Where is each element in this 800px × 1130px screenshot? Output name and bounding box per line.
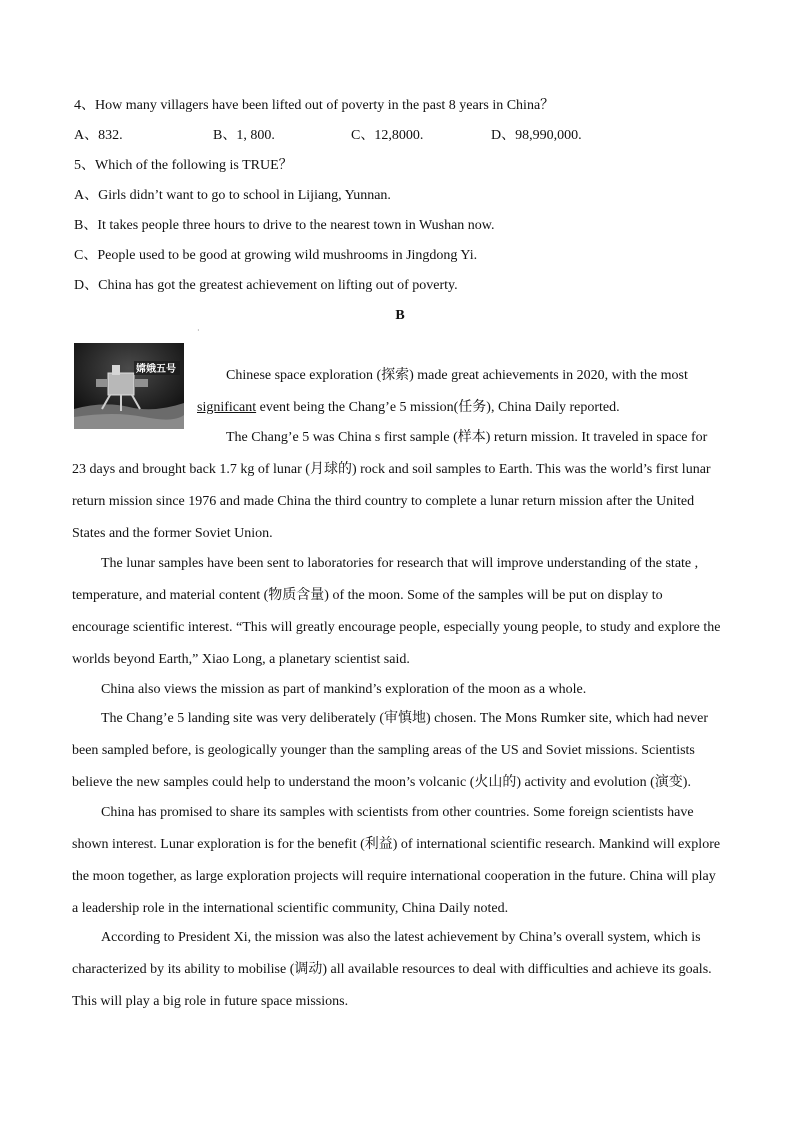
passage-line: The lunar samples have been sent to laboratories for research that will improve understanding of the state , <box>101 556 699 571</box>
passage-line: The Chang’e 5 landing site was very deliberately (审慎地) chosen. The Mons Rumker site, which had never <box>101 711 709 726</box>
question-4-options <box>74 127 714 145</box>
passage-line: The Chang’e 5 was China s first sample (样本) return mission. It traveled in space for <box>226 430 708 445</box>
option-b: B、1, 800. <box>213 128 275 143</box>
passage-line: shown interest. Lunar exploration is for the benefit (利益) of international scientific research. Mankind will explore <box>72 837 721 852</box>
passage-line <box>197 399 620 417</box>
passage-line: 23 days and brought back 1.7 kg of lunar (月球的) rock and soil samples to Earth. This was the world’s first lunar <box>72 462 711 477</box>
passage-line: China has promised to share its samples with scientists from other countries. Some foreign scientists have <box>101 805 694 820</box>
passage-line: believe the new samples could help to understand the moon’s volcanic (火山的) activity and evolution (演变). <box>72 775 691 790</box>
q5-option-b: B、It takes people three hours to drive to the nearest town in Wushan now. <box>74 218 495 233</box>
question-4: 4、How many villagers have been lifted out of poverty in the past 8 years in China？ <box>74 98 555 113</box>
paragraph-mark: · <box>197 326 200 335</box>
passage-line: a leadership role in the international scientific community, China Daily noted. <box>72 901 509 916</box>
passage-line: According to President Xi, the mission was also the latest achievement by China’s overall system, which is <box>101 930 701 945</box>
section-heading: B <box>395 308 405 323</box>
question-5: 5、Which of the following is TRUE？ <box>74 158 293 173</box>
passage-line: characterized by its ability to mobilise (调动) all available resources to deal with difficulties and achieve its goals. <box>72 962 712 977</box>
option-c: C、12,8000. <box>351 128 424 143</box>
passage-line: been sampled before, is geologically younger than the sampling areas of the US and Soviet missions. Scientists <box>72 743 695 758</box>
q5-option-d: D、China has got the greatest achievement on lifting out of poverty. <box>74 278 458 293</box>
passage-line: temperature, and material content (物质含量) of the moon. Some of the samples will be put on display to <box>72 588 663 603</box>
passage-line: This will play a big role in future space missions. <box>72 994 349 1009</box>
passage-line-rest: event being the Chang’e 5 mission(任务), China Daily reported. <box>256 400 620 415</box>
passage-line: Chinese space exploration (探索) made great achievements in 2020, with the most <box>226 368 688 383</box>
q5-option-a: A、Girls didn’t want to go to school in Lijiang, Yunnan. <box>74 188 391 203</box>
photo-caption: 嫦娥五号 <box>136 364 176 375</box>
underlined-word: significant <box>197 400 257 415</box>
passage-line: the moon together, as large exploration projects will require international cooperation in the future. China will play <box>72 869 716 884</box>
passage-line: worlds beyond Earth,” Xiao Long, a planetary scientist said. <box>72 652 410 667</box>
q5-option-c: C、People used to be good at growing wild mushrooms in Jingdong Yi. <box>74 248 478 263</box>
option-a: A、832. <box>74 128 123 143</box>
lunar-probe-icon <box>74 343 184 429</box>
passage-line: return mission since 1976 and made China the third country to complete a lunar return mission after the United <box>72 494 695 509</box>
passage-line: China also views the mission as part of mankind’s exploration of the moon as a whole. <box>101 682 587 697</box>
passage-line: States and the former Soviet Union. <box>72 526 273 541</box>
option-d: D、98,990,000. <box>491 128 582 143</box>
passage-line: encourage scientific interest. “This will greatly encourage people, especially young people, to study and explore the <box>72 620 721 635</box>
lunar-probe-photo <box>74 343 184 429</box>
